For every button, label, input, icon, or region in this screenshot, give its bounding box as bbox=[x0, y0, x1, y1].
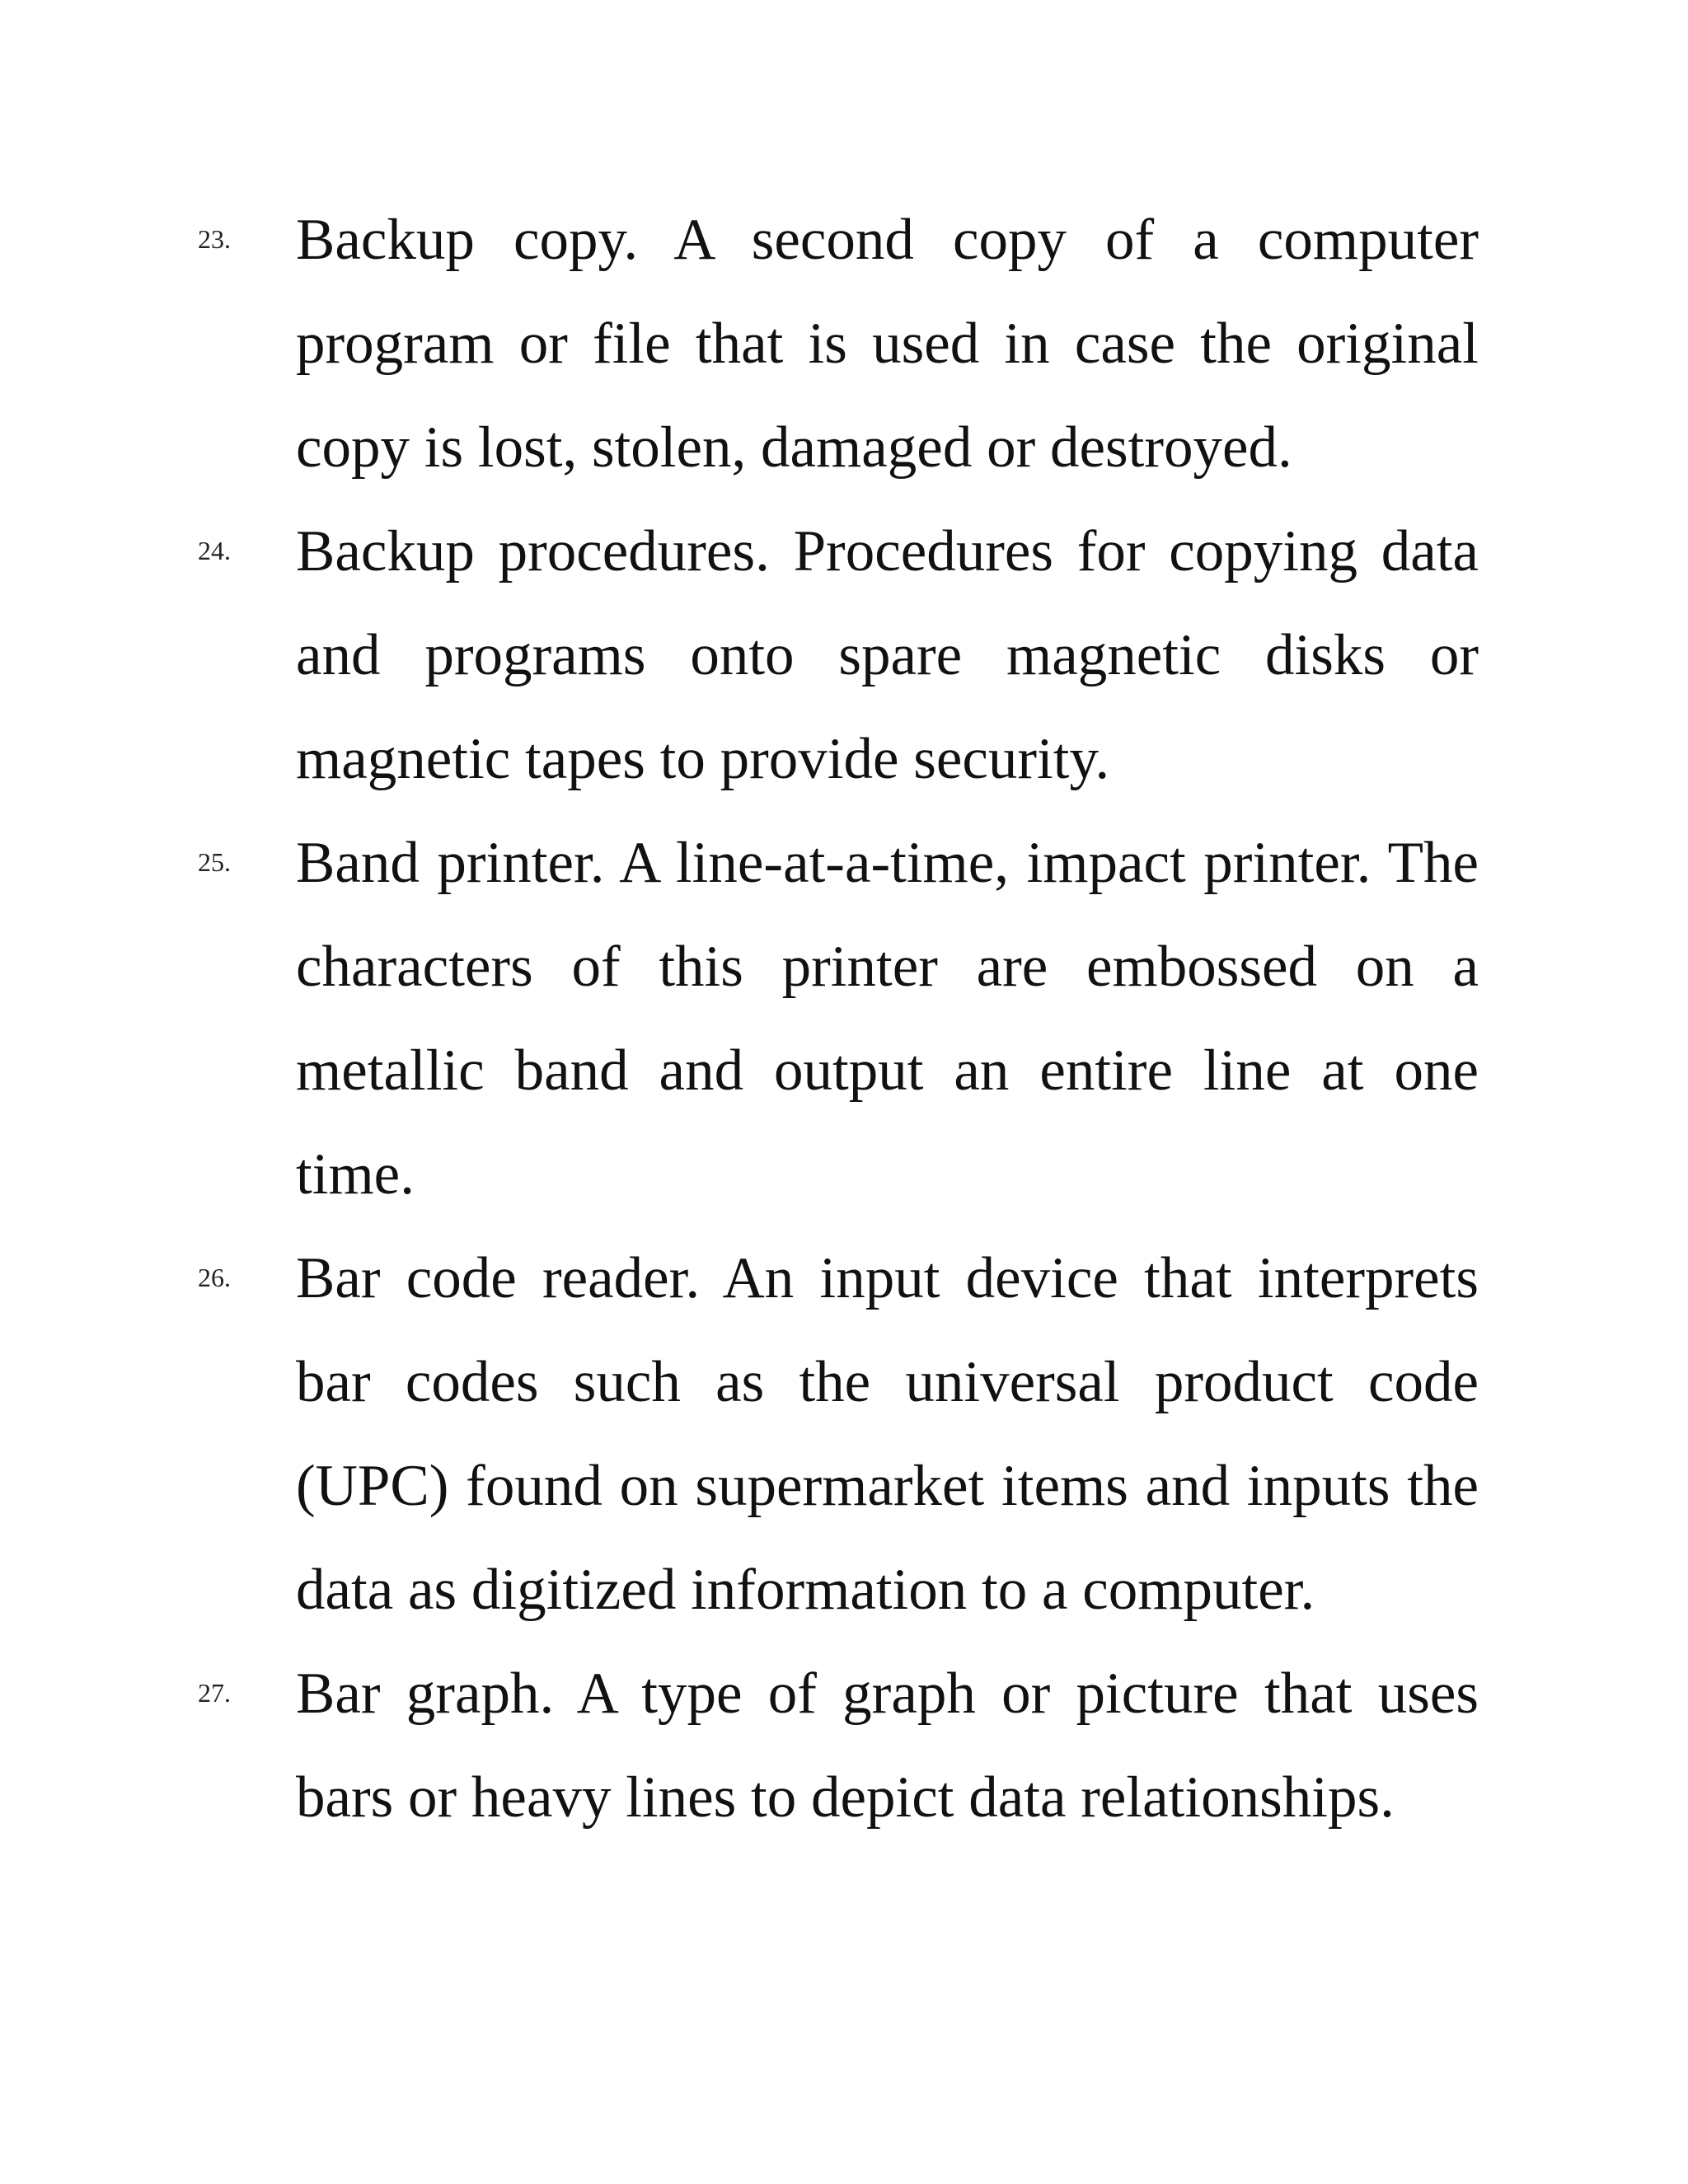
entry-number: 23. bbox=[198, 224, 231, 254]
glossary-entry-bar-code-reader bbox=[0, 1226, 1688, 1642]
entry-text: Backup copy. A second copy of a computer program or file that is used in case the original copy is lost, stolen, damaged or destroyed. bbox=[296, 208, 1479, 480]
entry-text: Bar code reader. An input device that interprets bar codes such as the universal product code (UPC) found on supermarket items and inputs the data as digitized information to a computer. bbox=[296, 1246, 1479, 1622]
entry-text: Backup procedures. Procedures for copying data and programs onto spare magnetic disks or magnetic tapes to provide security. bbox=[296, 519, 1479, 791]
glossary-list bbox=[0, 188, 1688, 1849]
glossary-entry-backup-procedures bbox=[0, 499, 1688, 811]
entry-number: 26. bbox=[198, 1263, 231, 1292]
glossary-entry-band-printer bbox=[0, 811, 1688, 1226]
entry-number: 25. bbox=[198, 847, 231, 877]
entry-text: Band printer. A line-at-a-time, impact printer. The characters of this printer are embossed on a metallic band and output an entire line at one time. bbox=[296, 831, 1479, 1207]
entry-number: 24. bbox=[198, 536, 231, 565]
glossary-entry-bar-graph bbox=[0, 1642, 1688, 1849]
glossary-entry-backup-copy bbox=[0, 188, 1688, 499]
entry-text: Bar graph. A type of graph or picture that uses bars or heavy lines to depict data relationships. bbox=[296, 1661, 1479, 1830]
entry-number: 27. bbox=[198, 1678, 231, 1708]
